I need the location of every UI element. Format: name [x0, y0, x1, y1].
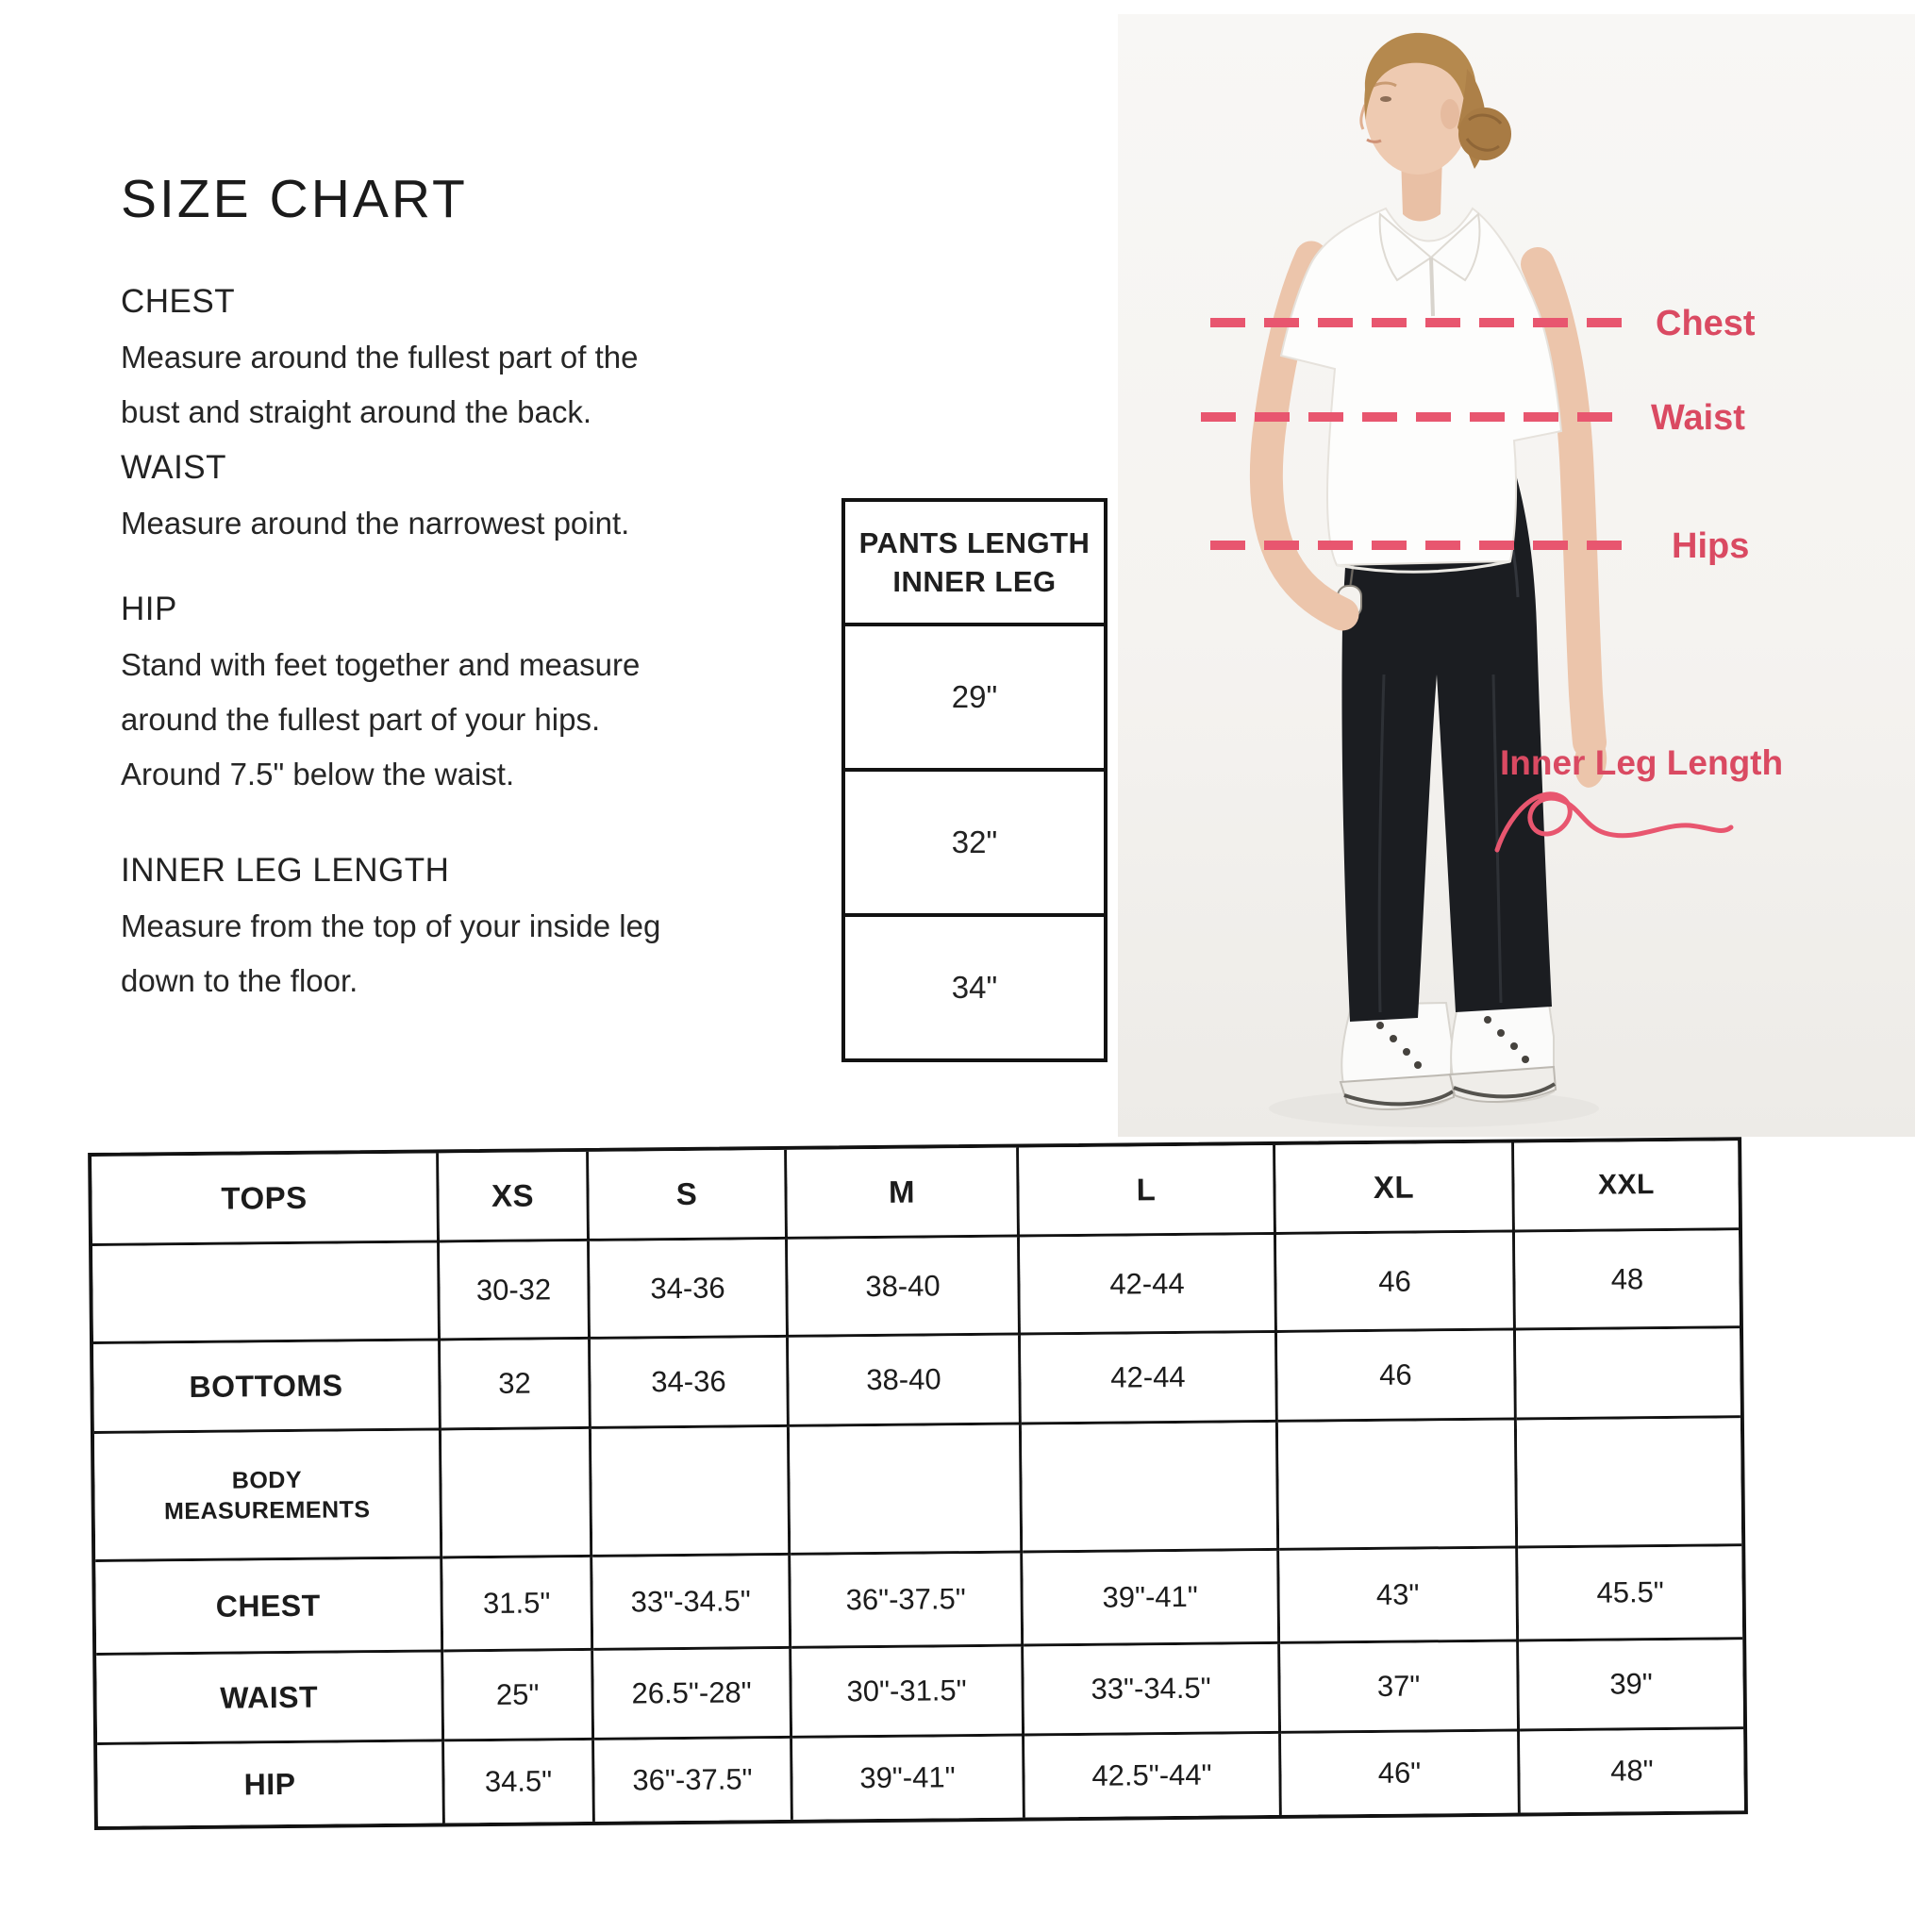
pants-length-table-header: [845, 502, 1104, 626]
instruction-hip: [121, 591, 687, 802]
size-table-cell: 39"-41": [792, 1737, 1025, 1820]
instruction-inner-leg-line: down to the floor.: [121, 963, 358, 998]
size-table-header-xxl: XXL: [1514, 1141, 1739, 1232]
instruction-waist: [121, 449, 687, 551]
size-table-cell: 31.5": [442, 1557, 593, 1653]
size-table-cell: 34.5": [444, 1740, 595, 1824]
size-table-header-l: L: [1019, 1145, 1276, 1238]
size-table-cell: 33"-34.5": [592, 1556, 791, 1651]
size-table-cell: 46: [1277, 1331, 1517, 1423]
size-table-cell: 46": [1281, 1731, 1521, 1814]
instruction-inner-leg-line: Measure from the top of your inside leg: [121, 908, 661, 943]
size-table-cell: [790, 1425, 1023, 1556]
size-table-cell: [1517, 1418, 1741, 1548]
inner-leg-guide-label: Inner Leg Length: [1500, 743, 1784, 782]
size-table-cell: 43": [1279, 1548, 1519, 1643]
instruction-hip-line: Stand with feet together and measure: [121, 647, 641, 682]
size-table-row-label: WAIST: [96, 1652, 444, 1745]
pants-length-value: 34": [951, 970, 998, 1005]
size-table-cell: 25": [443, 1651, 594, 1742]
size-table-header-tops: TOPS: [92, 1153, 440, 1246]
size-table-cell: [1516, 1328, 1740, 1420]
size-table-cell: 39": [1519, 1640, 1743, 1731]
waist-guide-label: Waist: [1651, 398, 1745, 438]
model-photo: [1118, 14, 1915, 1137]
size-table-cell: 26.5"-28": [593, 1649, 792, 1740]
size-table-cell: 36"-37.5": [594, 1739, 793, 1822]
size-table-cell: [1022, 1423, 1279, 1554]
size-table-cell: 38-40: [788, 1238, 1021, 1338]
size-table-cell: 48: [1515, 1230, 1740, 1330]
size-table-cell: 36"-37.5": [791, 1554, 1024, 1649]
size-table-cell: 42-44: [1021, 1333, 1278, 1425]
size-table-cell: 39"-41": [1023, 1551, 1280, 1647]
pants-length-header-line2: INNER LEG: [892, 565, 1057, 598]
hips-guide-label: Hips: [1672, 526, 1750, 566]
size-table-cell: 32: [441, 1340, 591, 1431]
page-title: SIZE CHART: [121, 169, 468, 229]
instruction-waist-line: Measure around the narrowest point.: [121, 506, 630, 541]
instruction-chest-line: Measure around the fullest part of the: [121, 340, 639, 375]
size-table-cell: 37": [1280, 1641, 1520, 1733]
instruction-hip-line: Around 7.5" below the waist.: [121, 757, 515, 791]
size-table-cell: 42-44: [1020, 1235, 1277, 1336]
size-table-cell: 38-40: [789, 1336, 1022, 1427]
size-table-cell: [1278, 1421, 1518, 1551]
size-table: [88, 1137, 1748, 1830]
size-table-cell: [591, 1427, 791, 1557]
size-table-cell: 46: [1276, 1233, 1516, 1333]
size-table-cell: 30"-31.5": [791, 1647, 1024, 1739]
size-table-cell: 42.5"-44": [1024, 1734, 1282, 1818]
size-table-cell: 30-32: [440, 1241, 591, 1341]
chest-guide-label: Chest: [1656, 304, 1756, 343]
instruction-hip-heading: HIP: [121, 591, 177, 627]
pants-length-value: 29": [845, 626, 1104, 772]
instruction-waist-heading: WAIST: [121, 449, 227, 486]
size-table-cell: 34-36: [590, 1240, 789, 1340]
instruction-inner-leg: [121, 852, 687, 1008]
size-table-cell: 48": [1520, 1729, 1744, 1812]
instruction-hip-line: around the fullest part of your hips.: [121, 702, 601, 737]
size-table-cell: 33"-34.5": [1024, 1644, 1281, 1737]
size-table-header-xl: XL: [1275, 1143, 1515, 1235]
size-table-row-label: BOTTOMS: [93, 1341, 441, 1434]
pants-length-header-line1: PANTS LENGTH: [858, 526, 1091, 559]
size-table-row-label: HIP: [97, 1741, 445, 1826]
size-table-cell: 34-36: [591, 1338, 790, 1429]
size-table-cell: 45.5": [1518, 1546, 1742, 1641]
instruction-chest-line: bust and straight around the back.: [121, 394, 591, 429]
size-table-row-label: CHEST: [95, 1558, 443, 1656]
size-table-row-label: [92, 1242, 441, 1344]
instruction-chest-heading: CHEST: [121, 283, 236, 320]
size-table-row-label-body-measurements: [94, 1430, 442, 1562]
size-table-header-s: S: [589, 1150, 788, 1241]
size-table-header-xs: XS: [439, 1152, 590, 1243]
instruction-chest: [121, 283, 687, 440]
instruction-inner-leg-heading: INNER LEG LENGTH: [121, 852, 450, 889]
body-measurements-label: BODY MEASUREMENTS: [163, 1466, 371, 1524]
pants-length-table: [841, 498, 1108, 1062]
pants-length-value: 32": [845, 772, 1104, 917]
size-table-header-m: M: [787, 1148, 1020, 1240]
size-table-cell: [441, 1429, 592, 1559]
model-figure-illustration: [1118, 14, 1915, 1137]
